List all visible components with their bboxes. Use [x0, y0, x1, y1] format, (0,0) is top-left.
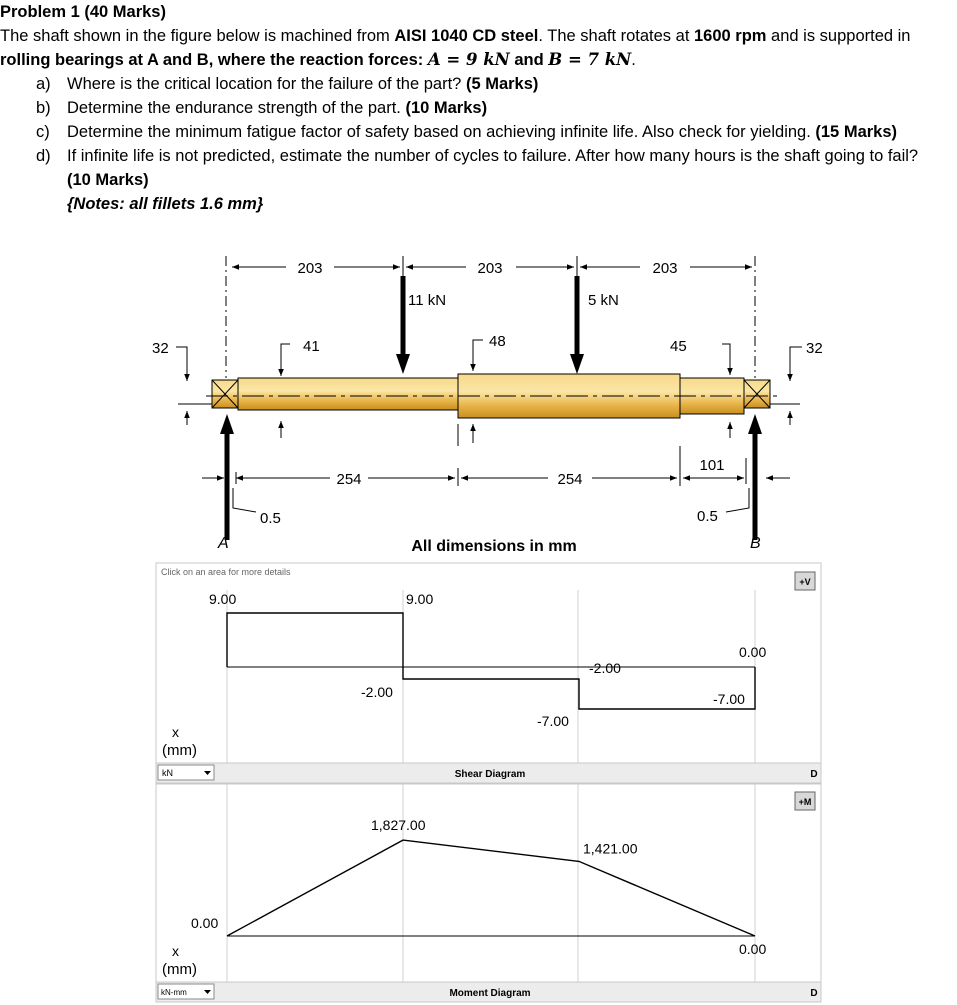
bottom-dim-1: 254	[336, 471, 362, 488]
diameter-label: 32	[152, 340, 169, 357]
panel-hint: Click on an area for more details	[161, 567, 291, 577]
shear-corner-label: +V	[799, 577, 811, 587]
top-dim-1: 203	[297, 260, 323, 277]
reaction-arrowhead	[220, 414, 234, 434]
moment-title: Moment Diagram	[449, 988, 531, 999]
fillet-leader	[233, 488, 256, 512]
shear-data-label: 9.00	[406, 591, 434, 607]
question-marks: (5 Marks)	[465, 75, 539, 93]
diameter-leader	[176, 347, 187, 381]
intro-text: The shaft shown in the figure below is machined from	[0, 27, 395, 45]
intro-text: .	[631, 51, 636, 69]
diameter-leader	[473, 340, 483, 371]
moment-data-label: 0.00	[739, 941, 767, 957]
shaft-figure	[0, 248, 957, 558]
question-item	[0, 96, 957, 120]
support-label-a: A	[218, 535, 229, 552]
problem-statement	[0, 0, 957, 216]
question-item	[0, 72, 957, 96]
diameter-leader	[281, 344, 290, 376]
axis-label-unit: (mm)	[162, 742, 197, 759]
unit-select-value: kN-mm	[161, 988, 187, 997]
reaction-b: B = 7 kN	[548, 50, 632, 69]
question-label: d)	[36, 147, 51, 165]
problem-intro	[0, 24, 957, 72]
question-text: Determine the endurance strength of the part.	[67, 99, 406, 117]
bottom-dim-2: 254	[557, 471, 583, 488]
question-list	[0, 72, 957, 192]
diameter-leader	[790, 347, 802, 381]
question-marks: (15 Marks)	[815, 123, 898, 141]
shaft-speed: 1600 rpm	[694, 27, 767, 45]
shear-unit-select[interactable]	[158, 765, 214, 780]
reaction-arrowhead	[748, 414, 762, 434]
axis-label-unit: (mm)	[162, 961, 197, 978]
load-arrowhead	[396, 354, 410, 374]
moment-corner-label: +M	[798, 797, 812, 807]
bearings-text: rolling bearings at A and B, where the reaction forces:	[0, 51, 428, 69]
shear-data-label: 0.00	[739, 644, 767, 660]
panel-frame	[156, 563, 821, 763]
shear-diagram-panel	[0, 560, 957, 785]
load-label-1: 11 kN	[408, 292, 447, 309]
moment-data-label: 1,827.00	[371, 817, 426, 834]
question-item	[0, 144, 957, 192]
diameter-label: 45	[670, 338, 687, 355]
diameter-label: 41	[303, 338, 320, 355]
fillet-dim-b: 0.5	[697, 508, 718, 525]
figure-caption: All dimensions in mm	[411, 538, 577, 555]
reaction-a: A = 9 kN	[427, 50, 510, 69]
shear-data-label: -2.00	[361, 684, 393, 700]
load-arrowhead	[570, 354, 584, 374]
diameter-leader	[722, 344, 730, 375]
moment-unit-select[interactable]	[158, 984, 214, 999]
shear-corner-button[interactable]	[795, 572, 815, 590]
moment-corner-button[interactable]	[795, 792, 815, 810]
axis-label-x: x	[172, 724, 179, 740]
question-text: If infinite life is not predicted, estimate the number of cycles to failure. After how many hours is the shaft going to fail?	[67, 147, 919, 165]
support-label-b: B	[750, 535, 761, 552]
top-dim-3: 203	[652, 260, 678, 277]
fillet-dim-a: 0.5	[260, 510, 281, 527]
question-label: b)	[36, 99, 51, 117]
question-marks: (10 Marks)	[67, 171, 149, 189]
question-item	[0, 120, 957, 144]
bottom-dim-3: 101	[699, 457, 725, 474]
top-dim-2: 203	[477, 260, 503, 277]
moment-data-label: 1,421.00	[583, 840, 638, 857]
question-label: a)	[36, 75, 51, 93]
material: AISI 1040 CD steel	[394, 27, 539, 45]
fillet-leader	[726, 488, 749, 512]
load-label-2: 5 kN	[588, 292, 619, 309]
problem-title: Problem 1 (40 Marks)	[0, 3, 166, 21]
axis-label-x: x	[172, 943, 179, 959]
moment-data-label: 0.00	[191, 915, 219, 931]
question-marks: (10 Marks)	[405, 99, 488, 117]
intro-text: and is supported in	[766, 27, 911, 45]
shear-data-label: -7.00	[713, 691, 745, 707]
unit-select-value: kN	[162, 768, 173, 778]
diameter-label: 48	[489, 333, 506, 350]
intro-text: and	[509, 51, 549, 69]
notes: {Notes: all fillets 1.6 mm}	[67, 195, 264, 213]
diameter-label: 32	[806, 340, 823, 357]
panel-frame	[156, 784, 821, 982]
question-text: Where is the critical location for the failure of the part?	[67, 75, 466, 93]
shear-data-label: -7.00	[537, 713, 569, 729]
shear-data-label: -2.00	[589, 660, 621, 676]
shaft-section-41	[238, 378, 458, 410]
question-text: Determine the minimum fatigue factor of safety based on achieving infinite life. Also check for yielding.	[67, 123, 816, 141]
intro-text: . The shaft rotates at	[538, 27, 694, 45]
question-label: c)	[36, 123, 50, 141]
moment-diagram-panel	[0, 783, 957, 1005]
shear-data-label: 9.00	[209, 591, 237, 607]
shear-detail-button[interactable]: D	[810, 769, 818, 780]
moment-detail-button[interactable]: D	[810, 988, 818, 999]
shear-title: Shear Diagram	[454, 769, 526, 780]
